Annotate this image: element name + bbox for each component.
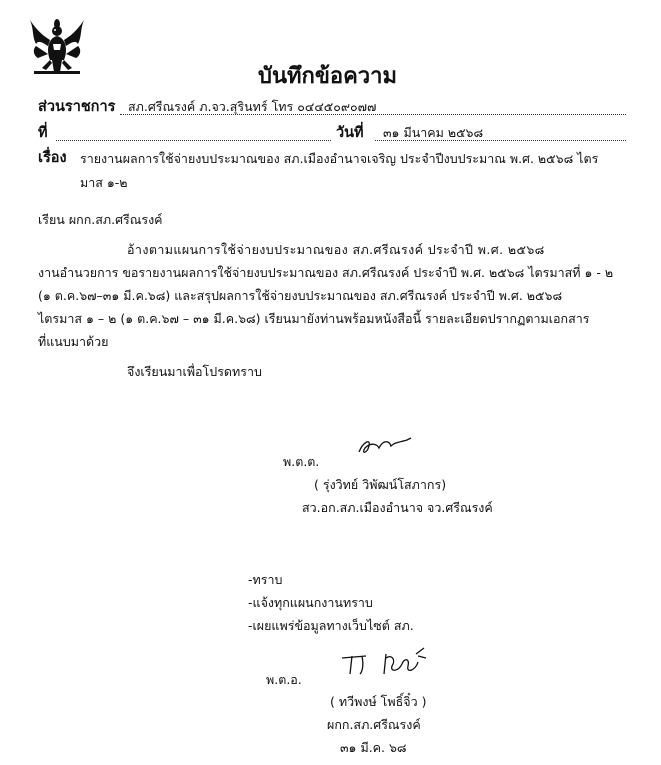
date-dotline	[375, 140, 626, 141]
salutation: เรียน ผกก.สภ.ศรีณรงค์	[38, 212, 163, 227]
paragraph-line-3: (๑ ต.ค.๖๗–๓๑ มี.ค.๖๘) และสรุปผลการใช้จ่ายงบประมาณของ สภ.ศรีณรงค์ ประจำปี พ.ศ. ๒๕๖๘	[38, 288, 563, 303]
signature-2-position: ผกก.สภ.ศรีณรงค์	[327, 717, 421, 732]
signature-1-name: ( รุ่งวิทย์ วิพัฒน์โสภากร)	[314, 477, 447, 492]
number-label: ที่	[38, 125, 48, 141]
paragraph-line-5: ที่แนบมาด้วย	[38, 334, 109, 349]
date-label: วันที่	[336, 125, 364, 141]
signature-2-rank: พ.ต.อ.	[266, 672, 302, 687]
order-item-publish: -เผยแพร่ข้อมูลทางเว็บไซต์ สภ.	[248, 618, 414, 633]
agency-label: ส่วนราชการ	[38, 99, 116, 115]
agency-value: สภ.ศรีณรงค์ ภ.จว.สุรินทร์ โทร ๐๔๔๕๐๙๐๗๗	[128, 99, 377, 114]
paragraph-line-4: ไตรมาส ๑ – ๒ (๑ ต.ค.๖๗ – ๓๑ มี.ค.๖๘) เรียนมายังท่านพร้อมหนังสือนี้ รายละเอียดปรากฏตามเอกสาร	[38, 311, 590, 326]
paragraph-line-2: งานอำนวยการ ขอรายงานผลการใช้จ่ายงบประมาณของ สภ.ศรีณรงค์ ประจำปี พ.ศ. ๒๕๖๘ ไตรมาสที่ ๑ - ๒	[38, 265, 614, 280]
subject-label: เรื่อง	[38, 150, 67, 166]
number-dotline	[56, 140, 331, 141]
closing-text: จึงเรียนมาเพื่อโปรดทราบ	[127, 364, 262, 379]
subject-line-2: มาส ๑-๒	[80, 175, 128, 190]
subject-line-1: รายงานผลการใช้จ่ายงบประมาณของ สภ.เมืองอำนาจเจริญ ประจำปีงบประมาณ พ.ศ. ๒๕๖๘ ไตร	[80, 151, 599, 166]
order-item-ack: -ทราบ	[248, 572, 283, 587]
signature-2-name: ( ทวีพงษ์ โพธิ์จิ๋ว )	[330, 694, 427, 709]
signature-1-rank: พ.ต.ต.	[283, 454, 320, 469]
agency-dotline	[120, 114, 626, 115]
paragraph-line-1: อ้างตามแผนการใช้จ่ายงบประมาณของ สภ.ศรีณรงค์ ประจำปี พ.ศ. ๒๕๖๘	[127, 242, 545, 257]
order-item-notify: -แจ้งทุกแผนกงานทราบ	[248, 595, 373, 610]
page-title: บันทึกข้อความ	[258, 64, 398, 89]
signature-1-position: สว.อก.สภ.เมืองอำนาจ จว.ศรีณรงค์	[302, 500, 493, 515]
date-value: ๓๑ มีนาคม ๒๕๖๘	[383, 125, 484, 140]
garuda-emblem-icon	[28, 16, 86, 80]
signature-2-date: ๓๑ มี.ค. ๖๘	[340, 740, 407, 755]
signature-1-scribble	[355, 432, 415, 460]
signature-2-scribble	[338, 644, 433, 680]
